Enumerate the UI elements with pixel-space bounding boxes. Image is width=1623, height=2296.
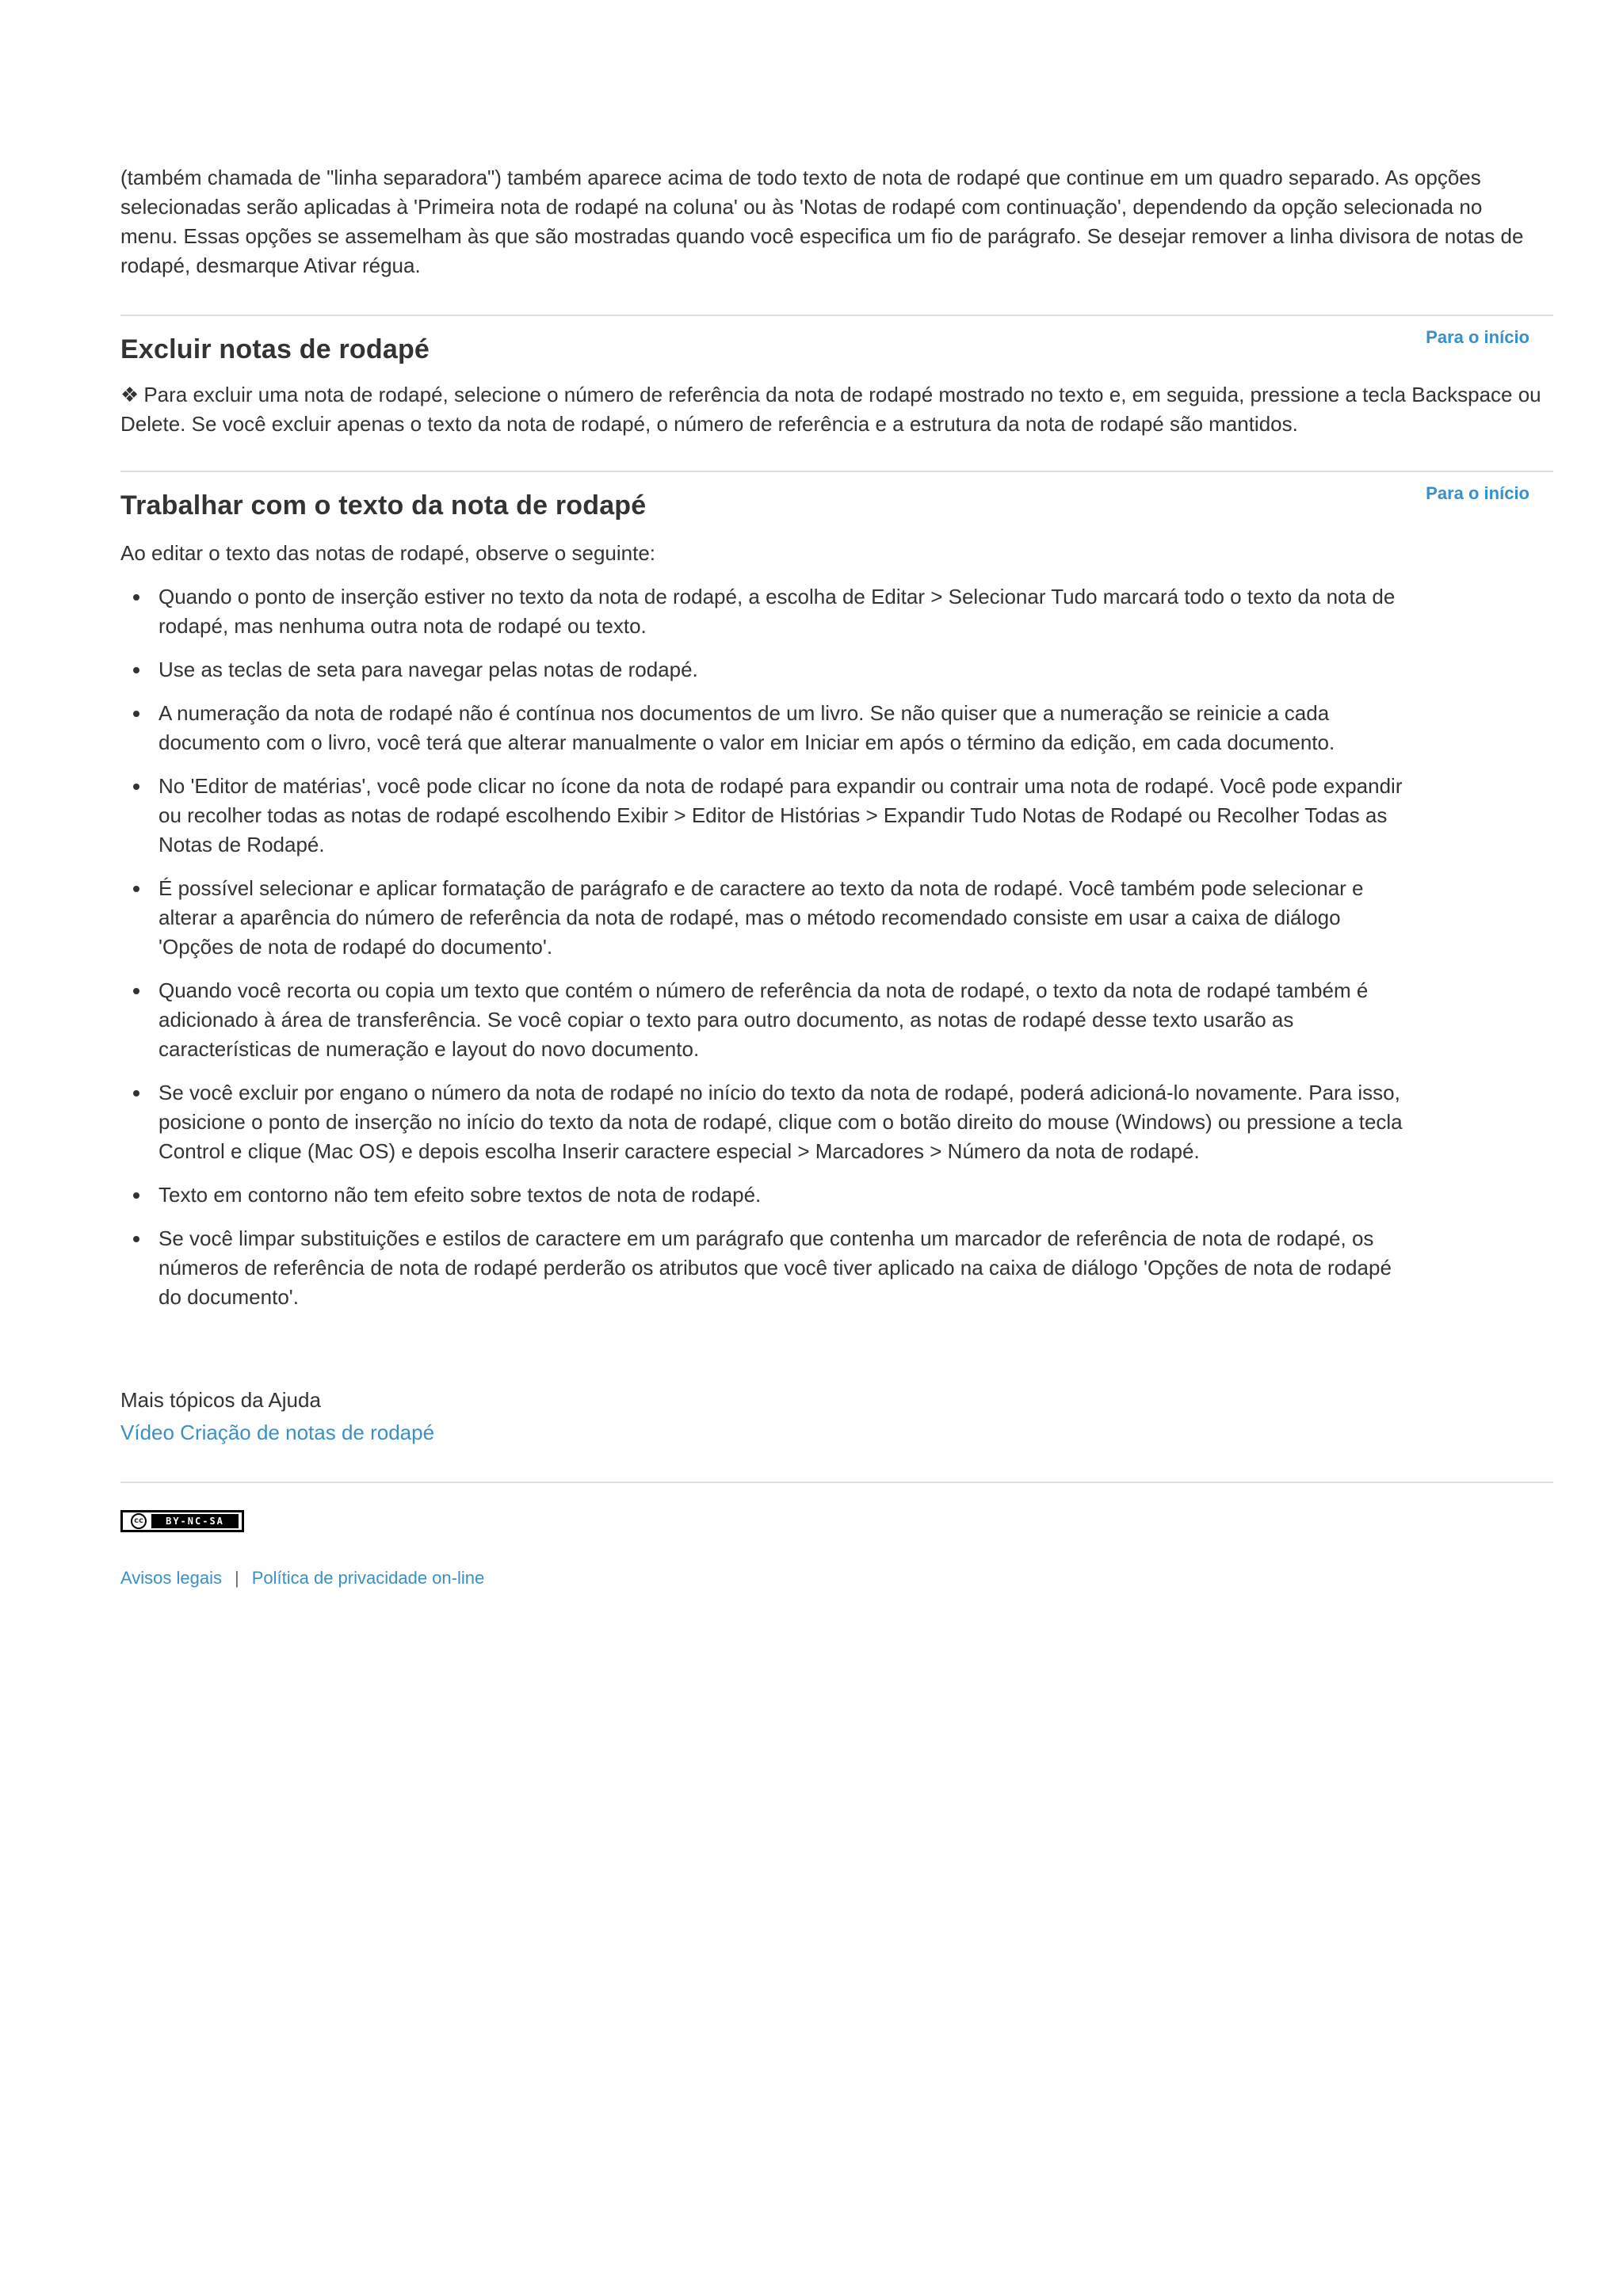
list-item-text: A numeração da nota de rodapé não é contínua nos documentos de um livro. Se não quiser que a numeração se reinicie a cada documento com o livro, você terá que alterar manualmente o valor em Iniciar em após o término da edição, em cada documento. bbox=[158, 701, 1335, 754]
bullet-icon bbox=[133, 711, 139, 717]
work-intro: Ao editar o texto das notas de rodapé, observe o seguinte: bbox=[120, 541, 656, 565]
list-item bbox=[120, 582, 1404, 641]
list-item-text: Se você excluir por engano o número da nota de rodapé no início do texto da nota de rodapé, poderá adicioná-lo novamente. Para isso, posicione o ponto de inserção no início do texto da nota de rodapé, clique com o botão direito do mouse (Windows) ou pressione a tecla Control e clique (Mac OS) e depois escolha Inserir caractere especial > Marcadores > Número da nota de rodapé. bbox=[158, 1081, 1403, 1163]
list-item-text: Se você limpar substituições e estilos de caractere em um parágrafo que contenha um marcador de referência de nota de rodapé, os números de referência de nota de rodapé perderão os atributos que você tiver aplicado na caixa de diálogo 'Opções de nota de rodapé do documento'. bbox=[158, 1226, 1392, 1309]
list-item-text: Quando você recorta ou copia um texto que contém o número de referência da nota de rodapé, o texto da nota de rodapé também é adicionado à área de transferência. Se você copiar o texto para outro documento, as notas de rodapé desse texto usarão as características de numeração e layout do novo documento. bbox=[158, 978, 1369, 1061]
list-item-text: Quando o ponto de inserção estiver no texto da nota de rodapé, a escolha de Editar > Selecionar Tudo marcará todo o texto da nota de rodapé, mas nenhuma outra nota de rodapé ou texto. bbox=[158, 585, 1396, 638]
bullet-icon bbox=[133, 784, 139, 790]
bullet-icon bbox=[133, 988, 139, 994]
footer-divider bbox=[120, 1482, 1553, 1483]
license-badge-text: BY-NC-SA bbox=[151, 1514, 239, 1528]
list-item bbox=[120, 976, 1404, 1064]
list-item bbox=[120, 772, 1404, 860]
video-link[interactable]: Vídeo Criação de notas de rodapé bbox=[120, 1421, 435, 1444]
list-item bbox=[120, 1078, 1404, 1166]
more-topics-label: Mais tópicos da Ajuda bbox=[120, 1388, 321, 1412]
section-title-work: Trabalhar com o texto da nota de rodapé bbox=[120, 490, 647, 521]
footer-links bbox=[120, 1567, 484, 1589]
footer-separator: | bbox=[235, 1568, 239, 1588]
bullet-icon bbox=[133, 886, 139, 892]
list-item-text: No 'Editor de matérias', você pode clicar no ícone da nota de rodapé para expandir ou contrair uma nota de rodapé. Você pode expandir ou recolher todas as notas de rodapé escolhendo Exibir > Editor de Histórias > Expandir Tudo Notas de Rodapé ou Recolher Todas as Notas de Rodapé. bbox=[158, 774, 1403, 856]
bullet-icon bbox=[133, 667, 139, 673]
section-divider bbox=[120, 471, 1553, 472]
delete-instructions-text: Para excluir uma nota de rodapé, selecione o número de referência da nota de rodapé mostrado no texto e, em seguida, pressione a tecla Backspace ou Delete. Se você excluir apenas o texto da nota de rodapé, o número de referência e a estrutura da nota de rodapé são mantidos. bbox=[120, 383, 1541, 436]
diamond-bullet-icon: ❖ bbox=[120, 383, 139, 406]
to-top-link[interactable]: Para o início bbox=[1426, 483, 1529, 503]
list-item bbox=[120, 1224, 1404, 1312]
privacy-policy-link[interactable]: Política de privacidade on-line bbox=[251, 1568, 485, 1588]
list-item bbox=[120, 699, 1404, 757]
list-item bbox=[120, 1180, 1404, 1210]
bullet-icon bbox=[133, 1192, 139, 1199]
bullet-icon bbox=[133, 594, 139, 601]
list-item-text: Texto em contorno não tem efeito sobre textos de nota de rodapé. bbox=[158, 1183, 762, 1207]
bullet-icon bbox=[133, 1236, 139, 1242]
tips-list bbox=[120, 582, 1404, 1326]
legal-notices-link[interactable]: Avisos legais bbox=[120, 1568, 222, 1588]
section-divider bbox=[120, 315, 1553, 316]
license-badge[interactable] bbox=[120, 1510, 244, 1532]
list-item-text: É possível selecionar e aplicar formatação de parágrafo e de caractere ao texto da nota de rodapé. Você também pode selecionar e alterar a aparência do número de referência da nota de rodapé, mas o método recomendado consiste em usar a caixa de diálogo 'Opções de nota de rodapé do documento'. bbox=[158, 876, 1364, 959]
list-item bbox=[120, 655, 1404, 685]
intro-paragraph: (também chamada de "linha separadora") também aparece acima de todo texto de nota de rodapé que continue em um quadro separado. As opções selecionadas serão aplicadas à 'Primeira nota de rodapé na coluna' ou às 'Notas de rodapé com continuação', dependendo da opção selecionada no menu. Essas opções se assemelham às que são mostradas quando você especifica um fio de parágrafo. Se desejar remover a linha divisora de notas de rodapé, desmarque Ativar régua. bbox=[120, 166, 1524, 277]
to-top-link[interactable]: Para o início bbox=[1426, 327, 1529, 347]
bullet-icon bbox=[133, 1090, 139, 1097]
list-item bbox=[120, 874, 1404, 962]
cc-icon: cc bbox=[131, 1513, 147, 1529]
section-title-delete: Excluir notas de rodapé bbox=[120, 334, 430, 364]
list-item-text: Use as teclas de seta para navegar pelas notas de rodapé. bbox=[158, 658, 698, 681]
delete-instructions bbox=[120, 380, 1547, 439]
